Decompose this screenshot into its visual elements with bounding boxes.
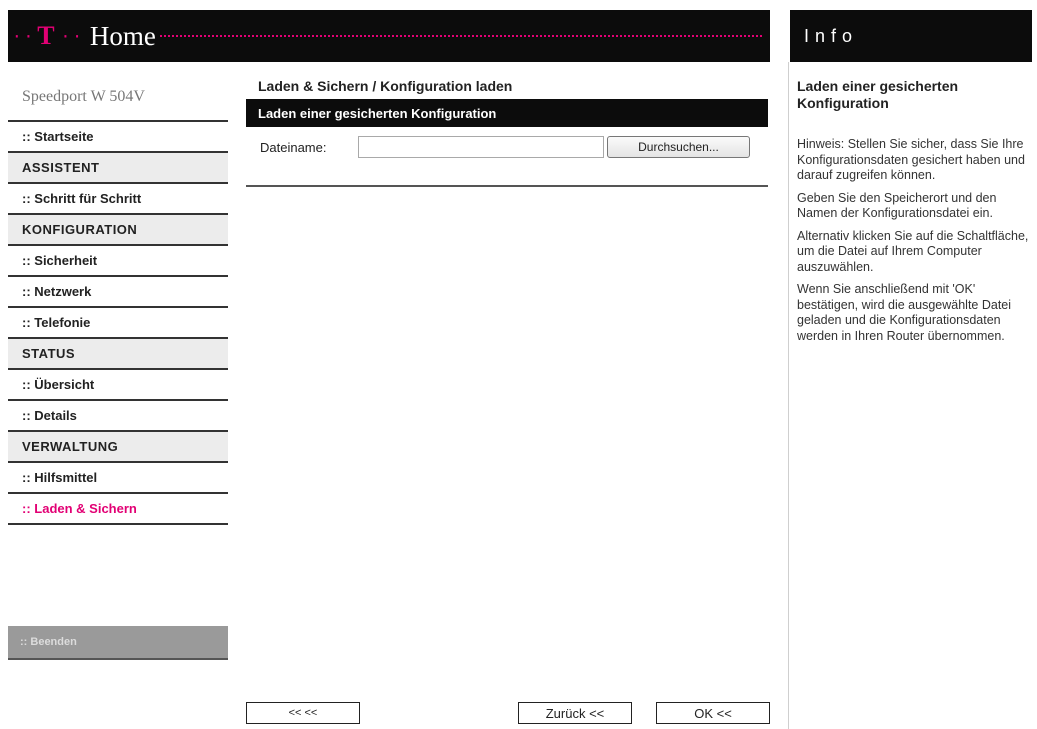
info-divider <box>788 62 789 729</box>
nav-item-sicherheit[interactable]: :: Sicherheit <box>8 246 228 277</box>
file-name-label: Dateiname: <box>260 140 327 155</box>
logo-dots: ·· <box>60 26 84 46</box>
logo-dots: ·· <box>12 26 36 46</box>
info-title: Info <box>804 25 859 46</box>
breadcrumb: Laden & Sichern / Konfiguration laden <box>258 78 513 94</box>
browse-button[interactable]: Durchsuchen... <box>607 136 750 158</box>
info-text <box>797 137 1029 351</box>
nav-section-konfiguration: KONFIGURATION <box>8 215 228 246</box>
nav-section-verwaltung: VERWALTUNG <box>8 432 228 463</box>
nav-item-details[interactable]: :: Details <box>8 401 228 432</box>
previous-button[interactable]: << << <box>246 702 360 724</box>
logo-dotted-trail <box>160 35 762 37</box>
nav-section-assistent: ASSISTENT <box>8 153 228 184</box>
nav-item-startseite[interactable]: :: Startseite <box>8 122 228 153</box>
home-title: Home <box>89 20 156 51</box>
info-heading: Laden einer gesicherten Konfiguration <box>797 78 959 111</box>
info-header <box>790 10 1032 62</box>
back-button[interactable]: Zurück << <box>518 702 632 724</box>
nav-item-laden-sichern[interactable]: :: Laden & Sichern <box>8 494 228 525</box>
header-bar <box>8 10 770 62</box>
file-name-input[interactable] <box>358 136 604 158</box>
nav-item-telefonie[interactable]: :: Telefonie <box>8 308 228 339</box>
info-paragraph: Alternativ klicken Sie auf die Schaltfläche, um die Datei auf Ihrem Computer auszuwählen. <box>797 228 1029 274</box>
ok-button[interactable]: OK << <box>656 702 770 724</box>
device-name: Speedport W 504V <box>22 88 145 105</box>
nav-item-uebersicht[interactable]: :: Übersicht <box>8 370 228 401</box>
logout-button[interactable]: :: Beenden <box>8 626 228 660</box>
nav-item-netzwerk[interactable]: :: Netzwerk <box>8 277 228 308</box>
section-title: Laden einer gesicherten Konfiguration <box>246 99 768 127</box>
info-paragraph: Geben Sie den Speicherort und den Namen der Konfigurationsdatei ein. <box>797 190 997 220</box>
info-paragraph: Wenn Sie anschließend mit 'OK' bestätigen, wird die ausgewählte Datei geladen und die Konfigurationsdaten werden in Ihren Router übernommen. <box>797 282 1012 343</box>
nav-item-schritt-fuer-schritt[interactable]: :: Schritt für Schritt <box>8 184 228 215</box>
sidebar-nav <box>8 120 228 525</box>
nav-section-status: STATUS <box>8 339 228 370</box>
content-divider <box>246 185 768 187</box>
info-paragraph: Hinweis: Stellen Sie sicher, dass Sie Ihre Konfigurationsdaten gesichert haben und darauf zugreifen können. <box>797 137 1025 182</box>
nav-item-hilfsmittel[interactable]: :: Hilfsmittel <box>8 463 228 494</box>
telekom-logo: T <box>37 21 55 50</box>
